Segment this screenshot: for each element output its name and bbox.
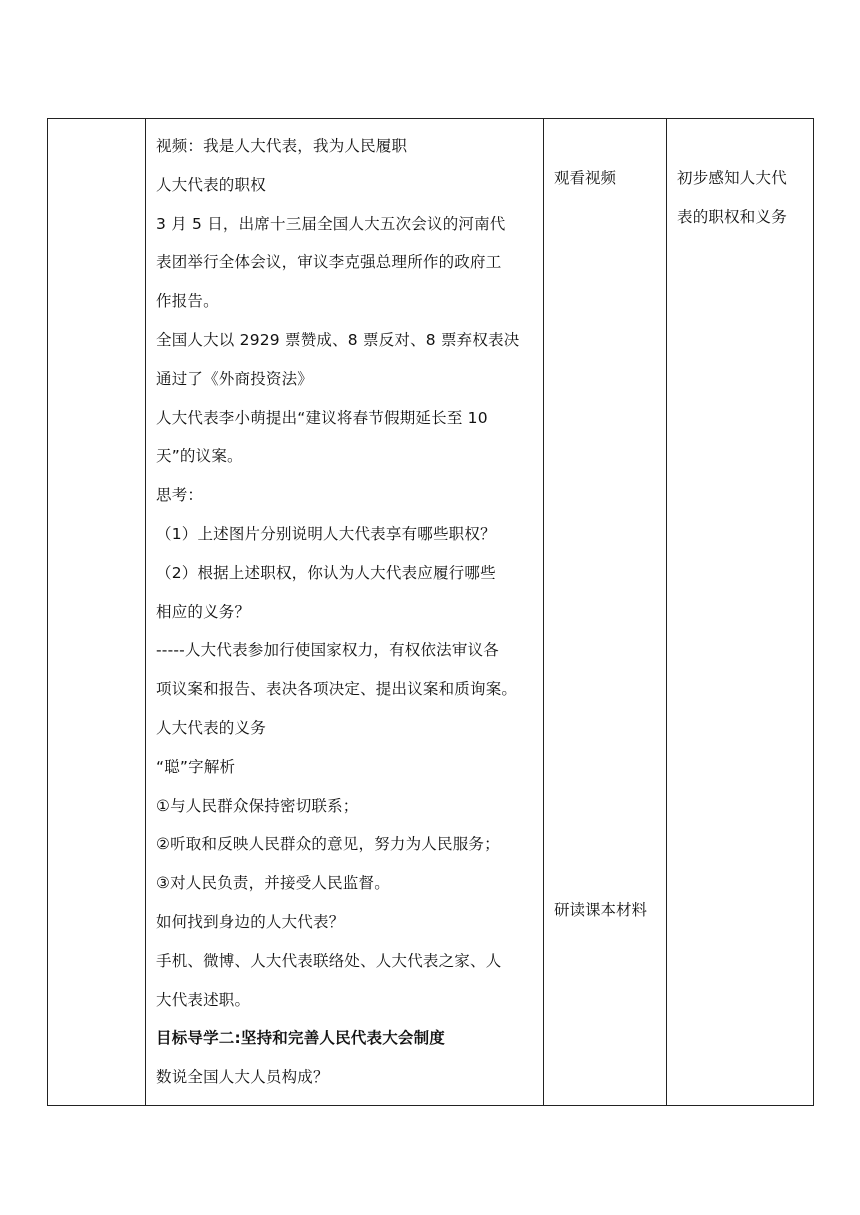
content-line: （2）根据上述职权，你认为人大代表应履行哪些 [156, 563, 496, 582]
content-line: 通过了《外商投资法》 [156, 369, 314, 388]
content-line: 人大代表的职权 [156, 175, 266, 194]
design-intent-line: 表的职权和义务 [677, 207, 787, 226]
content-line: 视频：我是人大代表，我为人民履职 [156, 137, 408, 155]
lesson-plan-table [47, 118, 814, 1106]
student-activity-watch-video: 观看视频 [554, 169, 617, 187]
content-line: 数说全国人大人员构成？ [156, 1068, 329, 1087]
content-line: 如何找到身边的人大代表？ [156, 912, 345, 931]
design-intent [667, 119, 813, 237]
table-row [48, 119, 814, 1106]
content-line: “聪”字解析 [156, 757, 236, 776]
content-line: 3 月 5 日，出席十三届全国人大五次会议的河南代 [156, 214, 506, 233]
teaching-content [146, 119, 543, 1105]
content-line: 全国人大以 2929 票赞成、8 票反对、8 票弃权表决 [156, 330, 520, 349]
content-line: 相应的义务？ [156, 602, 251, 621]
design-intent-line: 初步感知人大代 [677, 169, 787, 187]
content-line: 大代表述职。 [156, 990, 251, 1009]
content-line: 目标导学二:坚持和完善人民代表大会制度 [156, 1029, 445, 1048]
student-activity-cell [544, 119, 667, 1106]
student-activity-read-materials: 研读课本材料 [554, 901, 648, 919]
content-line: 人大代表的义务 [156, 718, 266, 737]
content-line: 作报告。 [156, 292, 219, 311]
design-intent-cell [667, 119, 814, 1106]
content-line: ③对人民负责，并接受人民监督。 [156, 874, 390, 893]
content-line: 天”的议案。 [156, 447, 243, 466]
empty-cell [48, 119, 146, 1106]
content-line: -----人大代表参加行使国家权力，有权依法审议各 [156, 641, 499, 660]
content-line: ②听取和反映人民群众的意见，努力为人民服务； [156, 835, 500, 854]
content-line: 人大代表李小萌提出“建议将春节假期延长至 10 [156, 408, 488, 427]
teaching-content-cell [146, 119, 544, 1106]
content-line: 表团举行全体会议，审议李克强总理所作的政府工 [156, 253, 502, 272]
content-line: 手机、微博、人大代表联络处、人大代表之家、人 [156, 951, 502, 970]
content-line: 思考： [156, 486, 204, 505]
content-line: 项议案和报告、表决各项决定、提出议案和质询案。 [156, 680, 518, 699]
content-line: （1）上述图片分别说明人大代表享有哪些职权？ [156, 524, 496, 543]
content-line: ①与人民群众保持密切联系； [156, 796, 359, 815]
